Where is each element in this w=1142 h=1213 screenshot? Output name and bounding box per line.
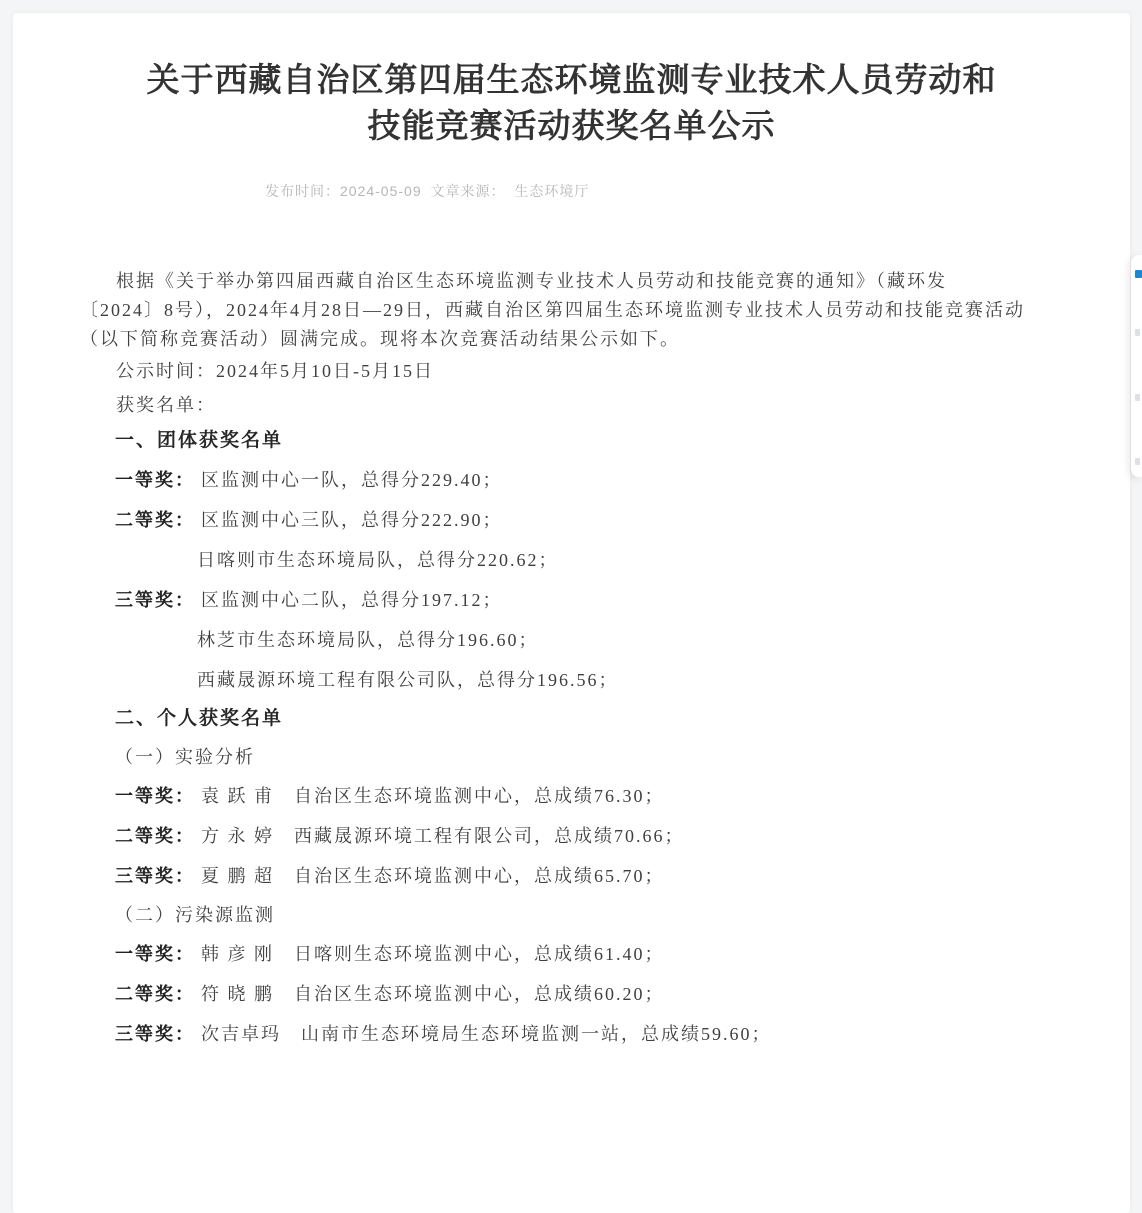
- award-text: 夏 鹏 超 自治区生态环境监测中心，总成绩65.70；: [201, 866, 665, 886]
- subsection-heading: （二）污染源监测: [115, 905, 275, 925]
- floating-share-widget[interactable]: [1131, 255, 1142, 477]
- award-row: [115, 974, 1063, 1014]
- award-text: 日喀则市生态环境局队，总得分220.62；: [197, 550, 559, 570]
- award-row: [115, 1014, 1063, 1054]
- award-text: 次吉卓玛 山南市生态环境局生态环境监测一站，总成绩59.60；: [201, 1024, 772, 1044]
- award-row: [115, 460, 1063, 500]
- award-rank-label: 一等奖：: [115, 944, 195, 964]
- source-value: 生态环境厅: [514, 183, 590, 199]
- paragraph-line: 根据《关于举办第四届西藏自治区生态环境监测专业技术人员劳动和技能竞赛的通知》（藏环发: [116, 271, 947, 291]
- subsection-heading: （一）实验分析: [115, 747, 255, 767]
- award-row-continuation: [197, 540, 1063, 580]
- award-text: 袁 跃 甫 自治区生态环境监测中心，总成绩76.30；: [201, 786, 665, 806]
- award-rank-label: 一等奖：: [115, 470, 195, 490]
- award-text: 区监测中心一队，总得分229.40；: [201, 470, 503, 490]
- award-text: 西藏晟源环境工程有限公司队，总得分196.56；: [197, 670, 619, 690]
- award-rank-label: 二等奖：: [115, 510, 195, 530]
- award-rank-label: 二等奖：: [115, 826, 195, 846]
- award-rank-label: 二等奖：: [115, 984, 195, 1004]
- award-rank-label: 三等奖：: [115, 590, 195, 610]
- award-text: 区监测中心二队，总得分197.12；: [201, 590, 503, 610]
- award-text: 韩 彦 刚 日喀则生态环境监测中心，总成绩61.40；: [201, 944, 665, 964]
- award-text: 方 永 婷 西藏晟源环境工程有限公司，总成绩70.66；: [201, 826, 685, 846]
- paragraph-line: （以下简称竞赛活动）圆满完成。现将本次竞赛活动结果公示如下。: [80, 329, 680, 349]
- award-text: 林芝市生态环境局队，总得分196.60；: [197, 630, 539, 650]
- award-text: 区监测中心三队，总得分222.90；: [201, 510, 503, 530]
- award-rank-label: 一等奖：: [115, 786, 195, 806]
- section-heading-individual: 二、个人获奖名单: [115, 708, 284, 729]
- source-label: 文章来源：: [430, 183, 506, 199]
- share-icon[interactable]: [1135, 270, 1142, 278]
- publicity-period: 公示时间：2024年5月10日-5月15日: [116, 361, 434, 381]
- award-row: [115, 500, 1063, 540]
- article-meta: [265, 181, 1063, 201]
- award-rank-label: 三等奖：: [115, 866, 195, 886]
- award-row-continuation: [197, 660, 1063, 700]
- award-row-continuation: [197, 620, 1063, 660]
- award-row: [115, 934, 1063, 974]
- article-card: [13, 13, 1130, 1213]
- award-row: [115, 580, 1063, 620]
- page-title: 关于西藏自治区第四届生态环境监测专业技术人员劳动和技能竞赛活动获奖名单公示: [146, 61, 997, 144]
- list-intro: 获奖名单：: [116, 395, 216, 415]
- article-body: [80, 267, 1063, 1054]
- widget-icon-fragment: [1135, 458, 1140, 465]
- award-row: [115, 816, 1063, 856]
- section-heading-team: 一、团体获奖名单: [115, 430, 284, 451]
- award-rank-label: 三等奖：: [115, 1024, 195, 1044]
- award-text: 符 晓 鹏 自治区生态环境监测中心，总成绩60.20；: [201, 984, 665, 1004]
- award-row: [115, 776, 1063, 816]
- paragraph-line: 〔2024〕8号），2024年4月28日—29日，西藏自治区第四届生态环境监测专业技术人员劳动和技能竞赛活动: [80, 300, 1025, 320]
- publish-time: 发布时间：2024-05-09: [265, 183, 422, 199]
- widget-icon-fragment: [1135, 394, 1140, 401]
- award-row: [115, 856, 1063, 896]
- widget-icon-fragment: [1135, 329, 1140, 336]
